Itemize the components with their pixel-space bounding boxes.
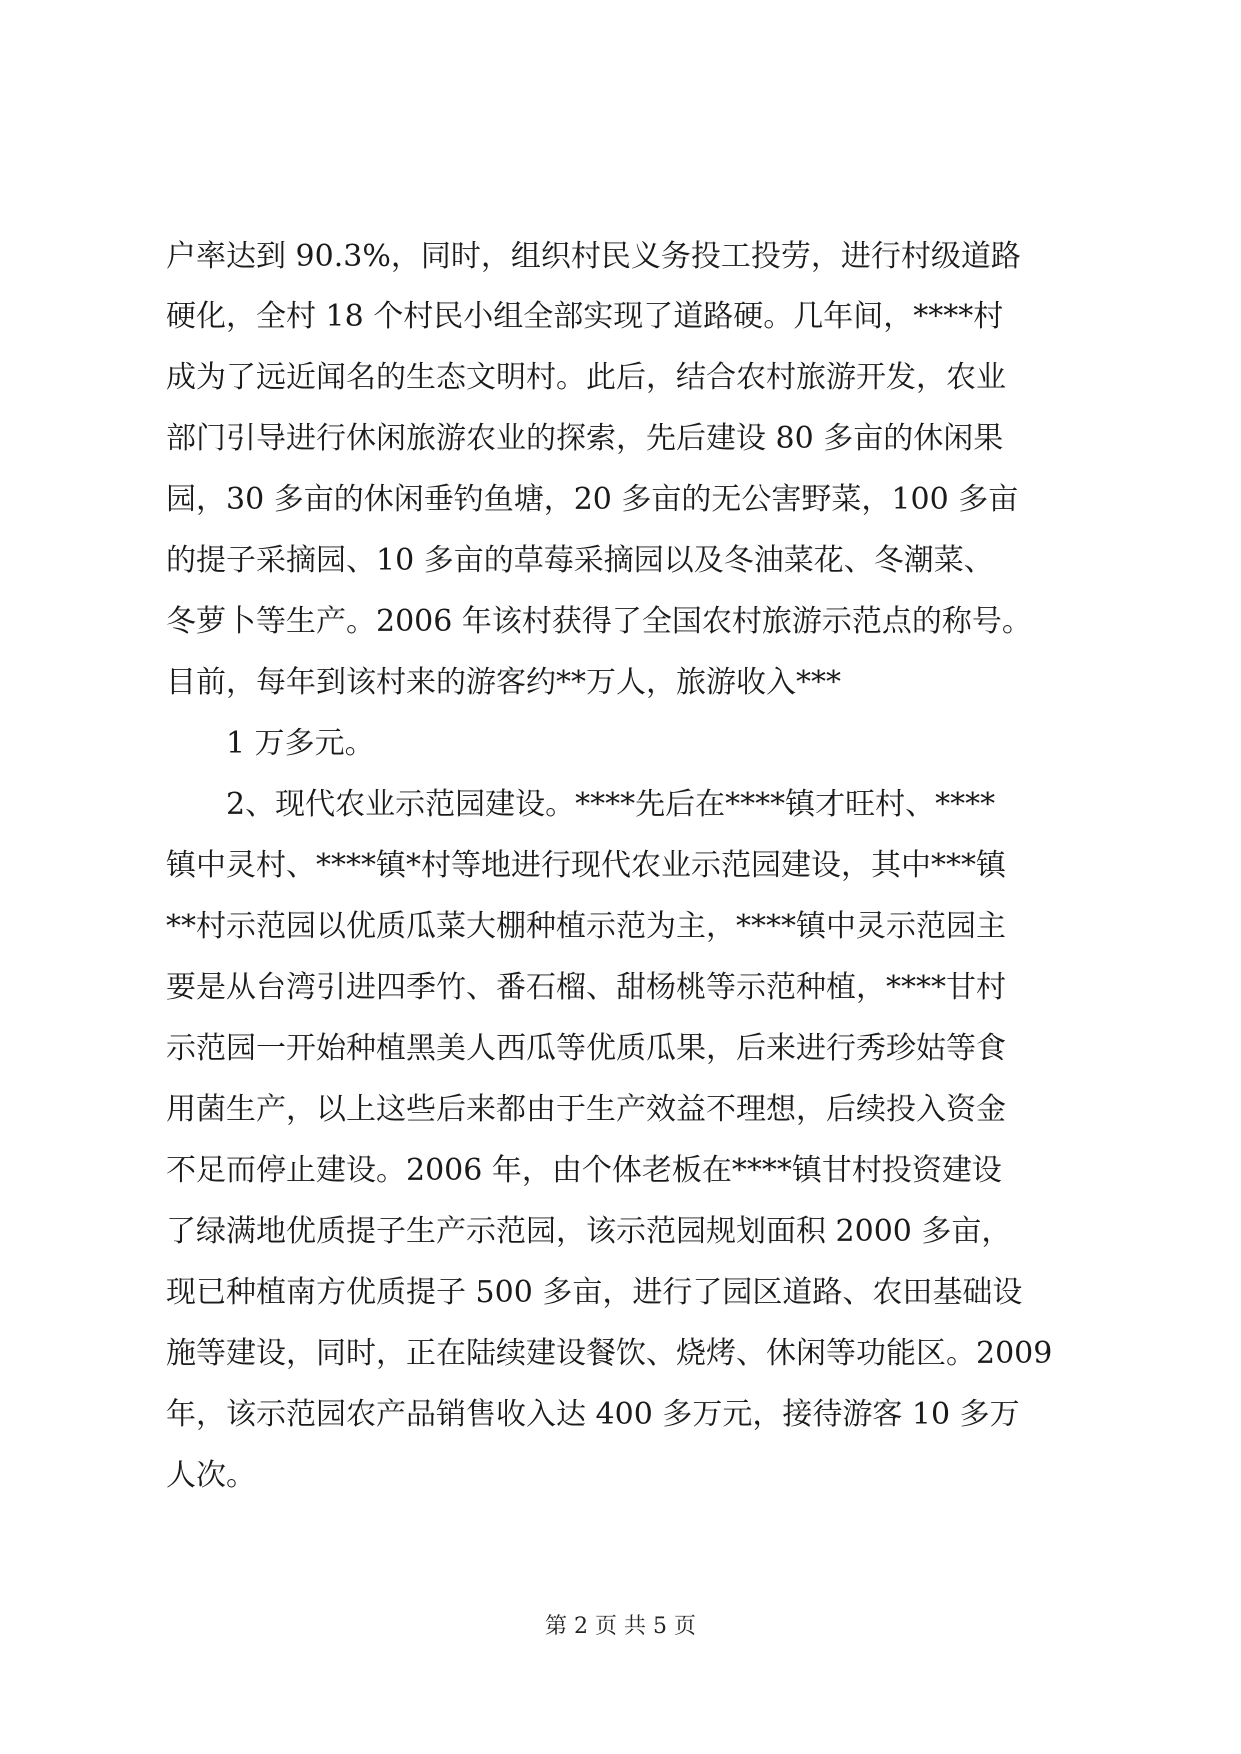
- text-line: 园，30 多亩的休闲垂钓鱼塘，20 多亩的无公害野菜，100 多亩: [166, 482, 1019, 517]
- text-line: 现已种植南方优质提子 500 多亩，进行了园区道路、农田基础设: [166, 1275, 1023, 1310]
- text-line: 不足而停止建设。2006 年，由个体老板在****镇甘村投资建设: [166, 1153, 1002, 1188]
- text-line: 示范园一开始种植黑美人西瓜等优质瓜果，后来进行秀珍姑等食: [166, 1031, 1006, 1066]
- text-line: 冬萝卜等生产。2006 年该村获得了全国农村旅游示范点的称号。: [166, 604, 1032, 639]
- text-line: 了绿满地优质提子生产示范园，该示范园规划面积 2000 多亩，: [166, 1214, 1012, 1249]
- text-line: 的提子采摘园、10 多亩的草莓采摘园以及冬油菜花、冬潮菜、: [166, 543, 994, 578]
- text-line: 用菌生产，以上这些后来都由于生产效益不理想，后续投入资金: [166, 1092, 1006, 1127]
- text-line: 镇中灵村、****镇*村等地进行现代农业示范园建设，其中***镇: [166, 848, 1006, 883]
- text-line: **村示范园以优质瓜菜大棚种植示范为主，****镇中灵示范园主: [166, 909, 1006, 944]
- text-line: 1 万多元。: [226, 726, 375, 761]
- text-line: 目前，每年到该村来的游客约**万人，旅游收入***: [166, 665, 841, 700]
- text-line: 成为了远近闻名的生态文明村。此后，结合农村旅游开发，农业: [166, 360, 1006, 395]
- text-line: 要是从台湾引进四季竹、番石榴、甜杨桃等示范种植，****甘村: [166, 970, 1006, 1005]
- paragraph-start: 2、现代农业示范园建设。****先后在****镇才旺村、****: [226, 787, 996, 822]
- text-line: 硬化，全村 18 个村民小组全部实现了道路硬。几年间，****村: [166, 299, 1004, 334]
- text-line: 年，该示范园农产品销售收入达 400 多万元，接待游客 10 多万: [166, 1397, 1020, 1432]
- text-line: 人次。: [166, 1458, 256, 1493]
- text-line: 部门引导进行休闲旅游农业的探索，先后建设 80 多亩的休闲果: [166, 421, 1004, 456]
- page-number-footer: 第 2 页 共 5 页: [545, 1614, 696, 1639]
- text-line: 施等建设，同时，正在陆续建设餐饮、烧烤、休闲等功能区。2009: [166, 1336, 1053, 1371]
- text-line: 户率达到 90.3%，同时，组织村民义务投工投劳，进行村级道路: [166, 239, 1021, 274]
